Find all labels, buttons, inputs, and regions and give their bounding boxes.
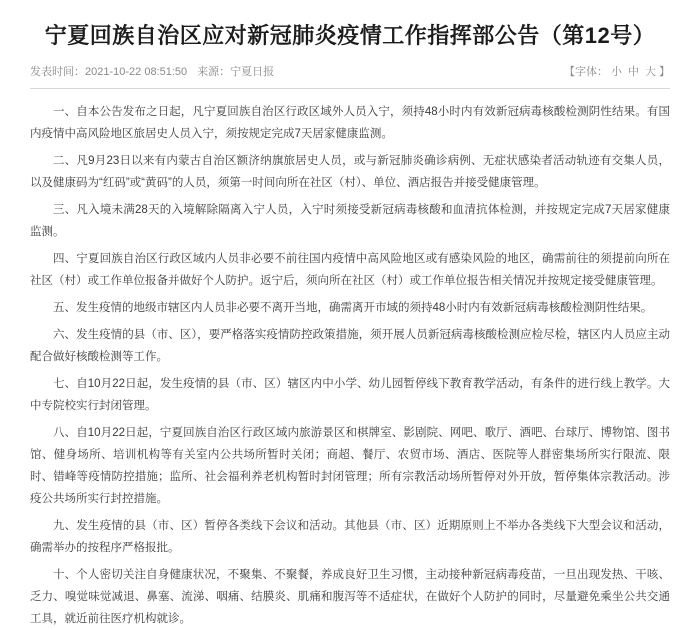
font-size-medium-button[interactable]: 中 bbox=[628, 66, 639, 78]
meta-row bbox=[30, 65, 670, 89]
paragraph-6: 六、发生疫情的县（市、区），要严格落实疫情防控政策措施，须开展人员新冠病毒核酸检测应检尽检，辖区内人员应主动配合做好核酸检测等工作。 bbox=[30, 329, 670, 363]
paragraph-4: 四、宁夏回族自治区行政区域内人员非必要不前往国内疫情中高风险地区或有感染风险的地区，确需前往的须提前向所在社区（村）或工作单位报备并做好个人防护。返宁后，须向所在社区（村）或工作单位报告相关情况并按规定接受健康管理。 bbox=[30, 253, 670, 287]
font-size-control bbox=[564, 65, 670, 79]
paragraph-8: 八、自10月22日起，宁夏回族自治区行政区域内旅游景区和棋牌室、影剧院、网吧、歌厅、酒吧、台球厅、博物馆、图书馆、健身场所、培训机构等有关室内公共场所暂时关闭；商超、餐厅、农贸市场、酒店、医院等人群密集场所实行限流、限时、错峰等疫情防控措施；监所、社会福利养老机构暂时封闭管理；所有宗教活动场所暂停对外开放，暂停集体宗教活动。涉疫公共场所实行封控措施。 bbox=[30, 427, 670, 505]
paragraph-2: 二、凡9月23日以来有内蒙古自治区额济纳旗旅居史人员，或与新冠肺炎确诊病例、无症状感染者活动轨迹有交集人员，以及健康码为“红码”或“黄码”的人员，须第一时间向所在社区（村）、单位、酒店报告并接受健康管理。 bbox=[30, 155, 670, 189]
paragraph-5: 五、发生疫情的地级市辖区内人员非必要不离开当地，确需离开市域的须持48小时内有效新冠病毒核酸检测阴性结果。 bbox=[53, 302, 653, 314]
paragraph-10: 十、个人密切关注自身健康状况，不聚集、不聚餐，养成良好卫生习惯，主动接种新冠病毒疫苗，一旦出现发热、干咳、乏力、嗅觉味觉减退、鼻塞、流涕、咽痛、结膜炎、肌痛和腹泻等不适症状，在做好个人防护的同时，尽量避免乘坐公共交通工具，就近前往医疗机构就诊。 bbox=[30, 569, 670, 625]
font-size-small-button[interactable]: 小 bbox=[611, 66, 622, 78]
source-label: 来源： bbox=[197, 66, 231, 78]
paragraph-9: 九、发生疫情的县（市、区）暂停各类线下会议和活动。其他县（市、区）近期原则上不举办各类线下大型会议和活动，确需举办的按程序严格报批。 bbox=[30, 520, 670, 554]
paragraph-3: 三、凡入境未满28天的入境解除隔离入宁人员，入宁时须接受新冠病毒核酸和血清抗体检测，并按规定完成7天居家健康监测。 bbox=[30, 204, 670, 238]
font-size-large-button[interactable]: 大 bbox=[645, 66, 656, 78]
source-name: 宁夏日报 bbox=[230, 66, 275, 78]
paragraph-1: 一、自本公告发布之日起，凡宁夏回族自治区行政区域外人员入宁，须持48小时内有效新冠病毒核酸检测阴性结果。有国内疫情中高风险地区旅居史人员入宁，须按规定完成7天居家健康监测。 bbox=[30, 106, 670, 140]
publish-time-value: 2021-10-22 08:51:50 bbox=[85, 66, 188, 78]
publish-info bbox=[30, 65, 274, 79]
font-control-suffix: 】 bbox=[659, 66, 670, 78]
announcement-body bbox=[30, 89, 670, 630]
font-control-prefix: 【字体： bbox=[564, 66, 608, 78]
publish-time-label: 发表时间： bbox=[30, 66, 85, 78]
announcement-title: 宁夏回族自治区应对新冠肺炎疫情工作指挥部公告（第12号） bbox=[44, 23, 656, 48]
paragraph-7: 七、自10月22日起，发生疫情的县（市、区）辖区内中小学、幼儿园暂停线下教育教学活动，有条件的进行线上教学。大中专院校实行封闭管理。 bbox=[30, 378, 670, 412]
